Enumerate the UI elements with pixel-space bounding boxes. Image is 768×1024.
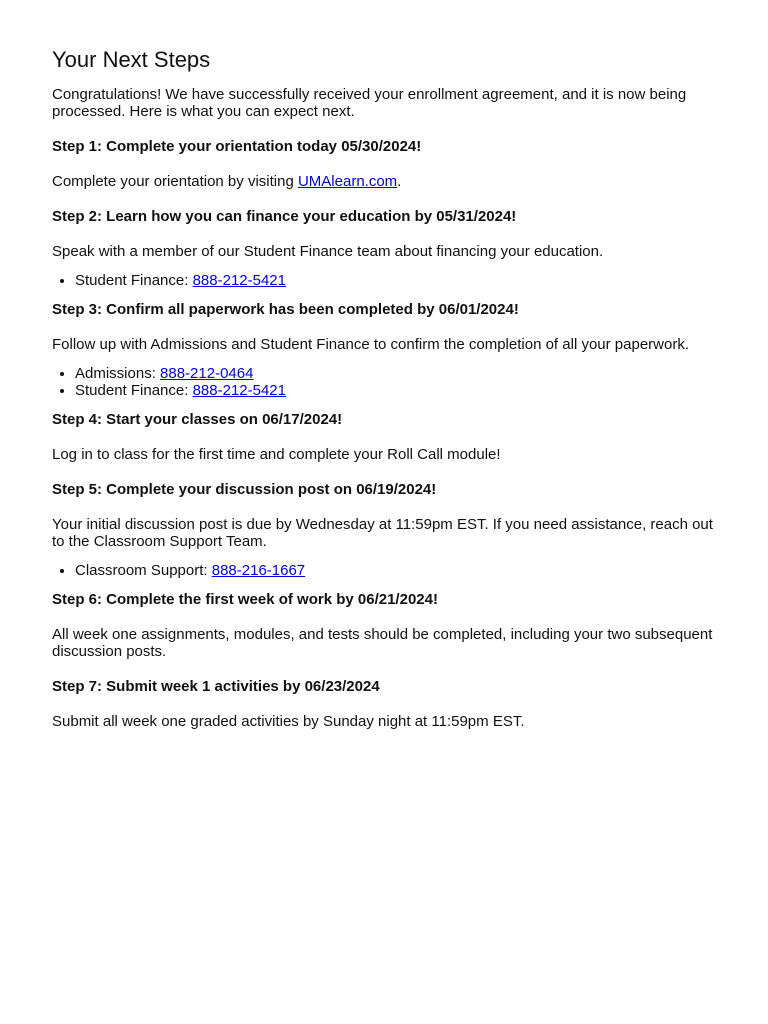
step-5-heading: Step 5: Complete your discussion post on 06/19/2024! bbox=[52, 481, 437, 498]
step-1-body-suffix: . bbox=[397, 173, 402, 190]
step-1-body bbox=[52, 173, 716, 190]
phone-link-student-finance[interactable]: 888-212-5421 bbox=[192, 272, 286, 289]
step-1-heading: Step 1: Complete your orientation today 05/30/2024! bbox=[52, 138, 422, 155]
phone-link-student-finance[interactable]: 888-212-5421 bbox=[192, 382, 286, 399]
page-title: Your Next Steps bbox=[52, 47, 211, 72]
umalearn-link[interactable]: UMAlearn.com bbox=[297, 173, 398, 190]
step-6-heading: Step 6: Complete the first week of work by 06/21/2024! bbox=[52, 591, 438, 608]
contact-item bbox=[75, 562, 716, 579]
contact-label: Student Finance: bbox=[75, 272, 193, 289]
contact-item bbox=[75, 365, 716, 382]
step-3-body: Follow up with Admissions and Student Finance to confirm the completion of all your paperwork. bbox=[52, 336, 689, 353]
step-5-contact-list bbox=[52, 562, 716, 579]
contact-item bbox=[75, 272, 716, 289]
step-2-body: Speak with a member of our Student Finance team about financing your education. bbox=[52, 243, 604, 260]
phone-link-admissions[interactable]: 888-212-0464 bbox=[160, 365, 254, 382]
step-4-heading: Step 4: Start your classes on 06/17/2024! bbox=[52, 411, 343, 428]
intro-text: Congratulations! We have successfully received your enrollment agreement, and it is now being processed. Here is what you can expect next. bbox=[52, 86, 687, 120]
step-2-contact-list bbox=[52, 272, 716, 289]
step-4-body: Log in to class for the first time and complete your Roll Call module! bbox=[52, 446, 501, 463]
step-6-body: All week one assignments, modules, and tests should be completed, including your two subsequent discussion posts. bbox=[52, 626, 713, 660]
contact-label: Admissions: bbox=[75, 365, 161, 382]
step-2-heading: Step 2: Learn how you can finance your education by 05/31/2024! bbox=[52, 208, 517, 225]
step-1-body-prefix: Complete your orientation by visiting bbox=[52, 173, 298, 190]
contact-label: Student Finance: bbox=[75, 382, 193, 399]
step-7-body: Submit all week one graded activities by Sunday night at 11:59pm EST. bbox=[52, 713, 525, 730]
phone-link-classroom-support[interactable]: 888-216-1667 bbox=[211, 562, 306, 579]
contact-label: Classroom Support: bbox=[75, 562, 212, 579]
step-5-body: Your initial discussion post is due by Wednesday at 11:59pm EST. If you need assistance, reach out to the Classroom Support Team. bbox=[52, 516, 713, 550]
step-7-heading: Step 7: Submit week 1 activities by 06/23/2024 bbox=[52, 678, 380, 695]
step-3-heading: Step 3: Confirm all paperwork has been completed by 06/01/2024! bbox=[52, 301, 519, 318]
step-3-contact-list bbox=[52, 365, 716, 399]
contact-item bbox=[75, 382, 716, 399]
